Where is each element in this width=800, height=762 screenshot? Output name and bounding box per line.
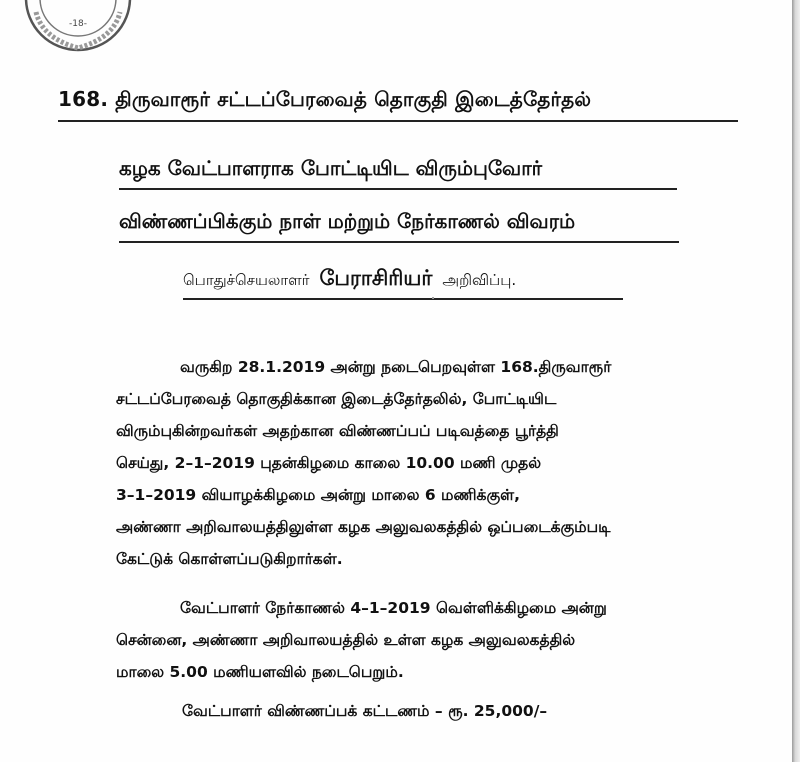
paragraph-line: செய்து, 2–1–2019 புதன்கிழமை காலை 10.00 மணி முதல்: [116, 454, 542, 472]
paragraph-line: கேட்டுக் கொள்ளப்படுகிறார்கள்.: [116, 550, 343, 568]
paragraph-line: அண்ணா அறிவாலயத்திலுள்ள கழக அலுவலகத்தில் ஒப்படைக்கும்படி: [116, 518, 611, 536]
page-edge-shadow: [792, 0, 800, 762]
seal-number: -18-: [69, 19, 87, 29]
paragraph-line: சென்னை, அண்ணா அறிவாலயத்தில் உள்ள கழக அலுவலகத்தில்: [116, 631, 576, 649]
official-seal: [22, 0, 134, 54]
notice-name: பேராசிரியர்: [319, 266, 433, 290]
subtitle-line-2: விண்ணப்பிக்கும் நாள் மற்றும் நேர்காணல் விவரம்: [119, 209, 679, 243]
page-title: 168. திருவாரூர் சட்டப்பேரவைத் தொகுதி இடைத்தேர்தல்: [58, 87, 738, 122]
application-fee: வேட்பாளர் விண்ணப்பக் கட்டணம் – ரூ. 25,000/–: [182, 702, 548, 720]
paragraph-line: வருகிற 28.1.2019 அன்று நடைபெறவுள்ள 168.திருவாரூர்: [180, 358, 612, 376]
notice-line: [183, 266, 623, 300]
subtitle-line-1: கழக வேட்பாளராக போட்டியிட விரும்புவோர்: [119, 156, 677, 190]
notice-suffix: அறிவிப்பு.: [442, 271, 517, 289]
paragraph-line: மாலை 5.00 மணியளவில் நடைபெறும்.: [116, 663, 404, 681]
paragraph-line: வேட்பாளர் நேர்காணல் 4–1–2019 வெள்ளிக்கிழமை அன்று: [180, 599, 607, 617]
notice-prefix: பொதுச்செயலாளர்: [183, 271, 310, 289]
paragraph-line: சட்டப்பேரவைத் தொகுதிக்கான இடைத்தேர்தலில், போட்டியிட: [116, 390, 557, 408]
paragraph-line: விரும்புகின்றவர்கள் அதற்கான விண்ணப்பப் படிவத்தை பூர்த்தி: [116, 422, 559, 440]
speck: [432, 297, 434, 299]
announcement-paragraph-1: [116, 351, 691, 575]
paragraph-line: 3–1–2019 வியாழக்கிழமை அன்று மாலை 6 மணிக்குள்,: [116, 486, 521, 504]
announcement-paragraph-2: [116, 592, 691, 688]
